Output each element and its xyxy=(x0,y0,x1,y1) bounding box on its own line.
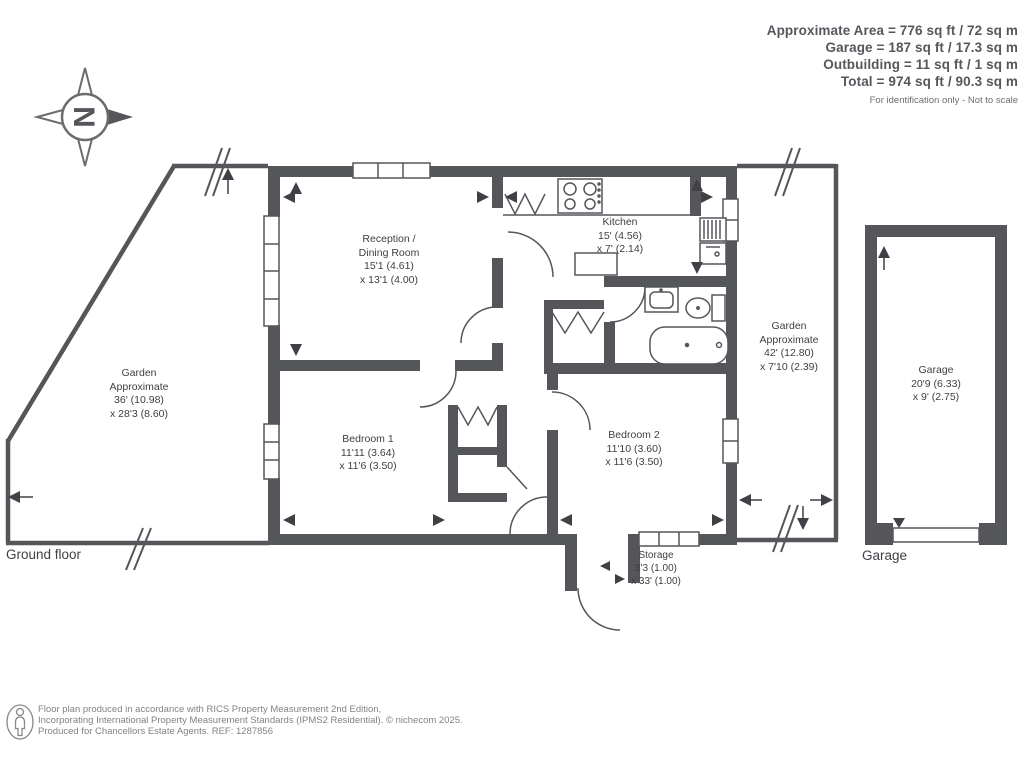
bathroom-fixtures xyxy=(645,287,728,364)
footer-disclaimer xyxy=(38,704,463,738)
appliance-icon xyxy=(700,218,726,241)
room-label-bedroom2: Bedroom 2 11'10 (3.60) x 11'6 (3.50) xyxy=(605,429,663,469)
toilet-icon xyxy=(686,295,725,321)
room-label-garden-left: Garden Approximate 36' (10.98) x 28'3 (8.60) xyxy=(109,367,169,420)
footer-line-3: Produced for Chancellors Estate Agents. REF: 1287856 xyxy=(38,726,273,738)
room-label-bedroom1: Bedroom 1 11'11 (3.64) x 11'6 (3.50) xyxy=(339,433,397,473)
room-label-garage: Garage 20'9 (6.33) x 9' (2.75) xyxy=(911,364,961,404)
floor-caption: Ground floor xyxy=(6,547,82,562)
compass-letter: N xyxy=(67,106,100,128)
bifold-door-chevrons xyxy=(458,194,604,425)
garage-caption: Garage xyxy=(862,548,908,563)
person-scale-icon xyxy=(7,705,33,739)
footer-line-1: Floor plan produced in accordance with RICS Property Measurement 2nd Edition, xyxy=(38,704,382,715)
room-label-garden-right: Garden Approximate 42' (12.80) x 7'10 (2.39) xyxy=(759,320,819,373)
walls xyxy=(268,166,737,591)
garage-area-line: Garage = 187 sq ft / 17.3 sq m xyxy=(825,40,1018,55)
footer-line-2: Incorporating International Property Measurement Standards (IPMS2 Residential). © nichecom 2025. xyxy=(38,715,463,727)
area-summary xyxy=(767,22,1018,106)
room-label-reception: Reception / Dining Room 15'1 (4.61) x 13'1 (4.00) xyxy=(358,233,420,286)
garage-door xyxy=(893,518,979,542)
approximate-area-line: Approximate Area = 776 sq ft / 72 sq m xyxy=(766,23,1018,38)
disclaimer-text: For identification only - Not to scale xyxy=(869,95,1018,106)
hob-icon xyxy=(558,179,602,213)
room-label-storage: Storage 3'3 (1.00) x 33' (1.00) xyxy=(631,550,681,587)
basin-icon xyxy=(645,287,678,312)
kitchen-sink-icon xyxy=(700,243,726,264)
outbuilding-area-line: Outbuilding = 11 sq ft / 1 sq m xyxy=(823,57,1018,72)
room-label-kitchen: Kitchen 15' (4.56) x 7' (2.14) xyxy=(596,216,644,256)
compass-north-icon xyxy=(37,68,133,166)
bathtub-icon xyxy=(650,327,728,364)
total-area-line: Total = 974 sq ft / 90.3 sq m xyxy=(840,74,1018,89)
